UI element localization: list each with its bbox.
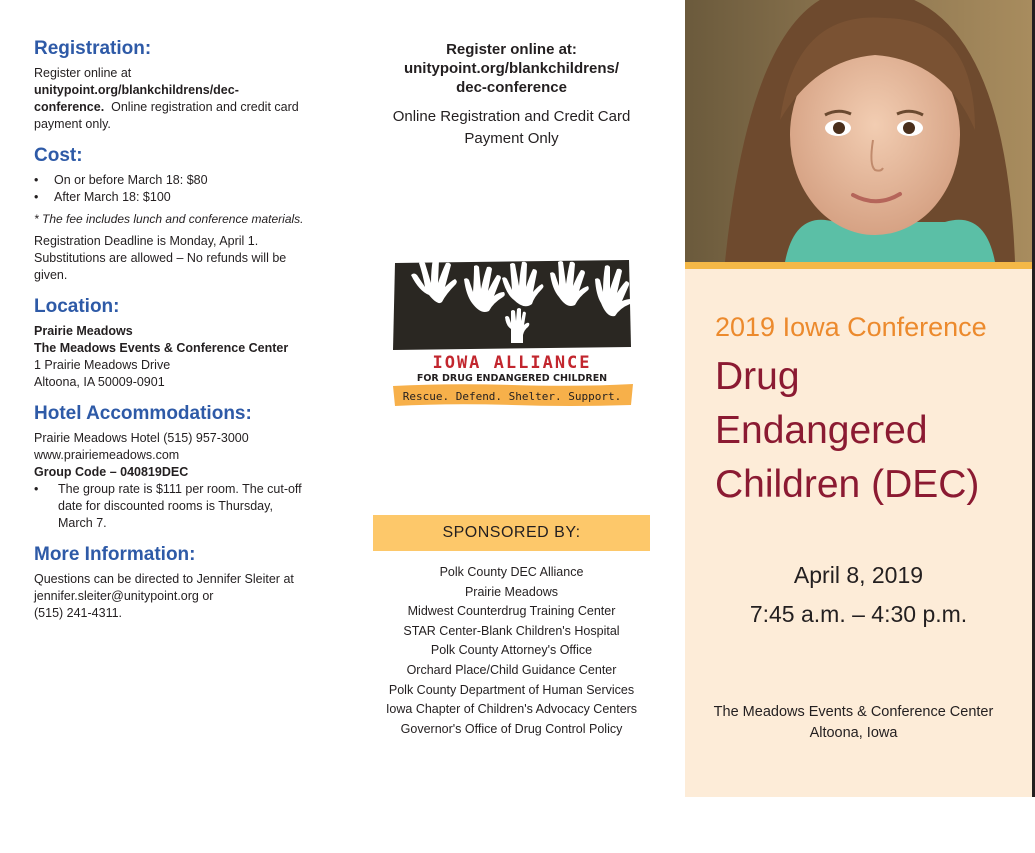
conference-time: 7:45 a.m. – 4:30 p.m. (749, 601, 968, 627)
cost-section (34, 147, 309, 284)
list-item: • The group rate is $111 per room. The cut-off date for discounted rooms is Thursday, March 7. (34, 481, 309, 532)
list-item: Iowa Chapter of Children's Advocacy Centers (385, 702, 638, 717)
list-item: • After March 18: $100 (34, 189, 309, 206)
location-address1: 1 Prairie Meadows Drive (34, 358, 171, 372)
cost-list (34, 172, 309, 206)
more-info-heading: More Information: (34, 544, 196, 565)
location-section (34, 298, 309, 391)
logo-title: IOWA ALLIANCE (432, 353, 592, 373)
hotel-list (34, 481, 309, 532)
registration-deadline: Registration Deadline is Monday, April 1. Substitutions are allowed – No refunds will be given. (34, 234, 287, 282)
hotel-group-code: Group Code – 040819DEC (34, 465, 189, 479)
location-heading: Location: (34, 296, 120, 317)
list-item: STAR Center-Blank Children's Hospital (403, 623, 620, 638)
child-portrait-image (685, 0, 1032, 262)
sponsor-heading-bar (373, 515, 650, 551)
sponsor-heading: SPONSORED BY: (442, 524, 581, 541)
list-item: Polk County Department of Human Services (388, 682, 635, 697)
location-address2: Altoona, IA 50009-0901 (34, 375, 165, 389)
more-info-phone: (515) 241-4311. (34, 606, 123, 620)
online-register-heading: Register online at: unitypoint.org/blankchildrens/ dec-conference (373, 40, 650, 97)
more-info-email[interactable]: jennifer.sleiter@unitypoint.org or (34, 589, 214, 603)
hands-logo-graphic (389, 255, 635, 410)
hotel-phone: Prairie Meadows Hotel (515) 957-3000 (34, 431, 249, 445)
online-register-subtext: Online Registration and Credit Card Payment Only (392, 108, 631, 147)
logo-tagline: Rescue. Defend. Shelter. Support. (402, 390, 622, 403)
registration-section (34, 40, 309, 133)
more-info-section (34, 546, 309, 622)
hotel-heading: Hotel Accommodations: (34, 403, 252, 424)
hotel-section (34, 405, 309, 532)
hotel-website[interactable]: www.prairiemeadows.com (34, 448, 180, 462)
registration-url[interactable]: unitypoint.org/blankchildrens/dec-conference. (34, 83, 239, 114)
cover-panel (685, 0, 1032, 797)
list-item: Midwest Counterdrug Training Center (407, 604, 616, 619)
online-register-block (373, 40, 650, 150)
info-column (34, 40, 309, 636)
accent-stripe (685, 262, 1032, 269)
online-register-url[interactable]: unitypoint.org/blankchildrens/ (403, 60, 619, 77)
conference-venue: The Meadows Events & Conference Center Altoona, Iowa (713, 704, 994, 741)
list-item: Governor's Office of Drug Control Policy (400, 721, 623, 736)
child-photo (685, 0, 1032, 262)
conference-year: 2019 Iowa Conference (715, 312, 987, 342)
more-info-text: Questions can be directed to Jennifer Sleiter at (34, 572, 294, 586)
list-item: Prairie Meadows (464, 584, 559, 599)
cost-note: * The fee includes lunch and conference materials. (34, 212, 304, 226)
sponsor-list (373, 563, 650, 739)
list-item: • On or before March 18: $80 (34, 172, 309, 189)
iowa-alliance-logo (389, 255, 635, 410)
logo-subtitle: FOR DRUG ENDANGERED CHILDREN (416, 373, 608, 384)
registration-text: Register online at unitypoint.org/blankchildrens/dec-conference. Online registration and credit card payment only. (34, 66, 299, 131)
registration-heading: Registration: (34, 38, 152, 59)
location-name: Prairie Meadows (34, 324, 133, 338)
cost-heading: Cost: (34, 145, 83, 166)
list-item: Orchard Place/Child Guidance Center (406, 662, 617, 677)
conference-title: Drug Endangered Children (DEC) (715, 355, 980, 506)
list-item: Polk County DEC Alliance (439, 565, 584, 579)
list-item: Polk County Attorney's Office (430, 643, 593, 658)
location-center: The Meadows Events & Conference Center (34, 341, 289, 355)
conference-date: April 8, 2019 (793, 562, 924, 588)
